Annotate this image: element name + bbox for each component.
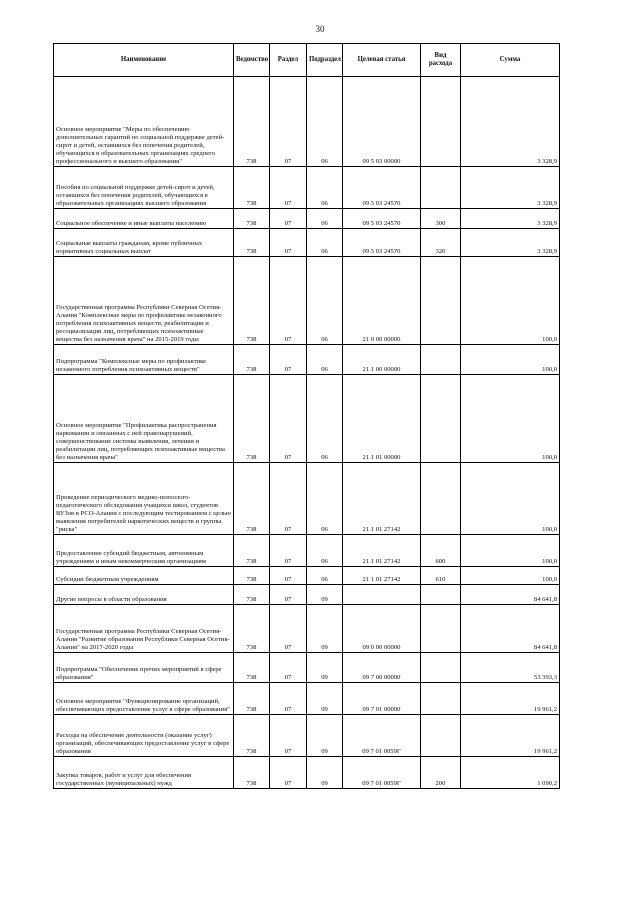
row-target: 21 1 00 00000: [343, 345, 421, 375]
row-target: 21 1 01 00000: [343, 375, 421, 463]
row-name: Социальные выплаты гражданам, кроме публичных нормативных социальных выплат: [54, 229, 234, 257]
row-podrazdel: 06: [307, 345, 343, 375]
row-name: Расходы на обеспечение деятельности (оказание услуг) организаций, обеспечивающих предоставление услуг в сфере образования: [54, 715, 234, 757]
row-podrazdel: 06: [307, 257, 343, 345]
row-vedomstvo: 738: [234, 585, 270, 605]
row-podrazdel: 06: [307, 463, 343, 535]
row-target: 21 1 01 27142: [343, 535, 421, 567]
row-vid: 320: [421, 229, 461, 257]
row-sum: 19 961,2: [461, 715, 560, 757]
table-row: [54, 345, 560, 375]
row-sum: 1 090,2: [461, 757, 560, 789]
header-razdel: Раздел: [270, 44, 307, 77]
row-vid: [421, 653, 461, 683]
row-sum: 100,0: [461, 567, 560, 585]
row-vid: [421, 715, 461, 757]
row-vid: 200: [421, 757, 461, 789]
row-vedomstvo: 738: [234, 653, 270, 683]
table-row: [54, 257, 560, 345]
row-name: Социальное обеспечение и иные выплаты населению: [54, 209, 234, 229]
row-vid: [421, 257, 461, 345]
row-name: Государственная программа Республики Северная Осетия-Алания "Развитие образования Республики Северная Осетия-Алания" на 2017-2020 годы: [54, 605, 234, 653]
row-vedomstvo: 738: [234, 257, 270, 345]
budget-table: [53, 43, 560, 789]
row-sum: 53 393,3: [461, 653, 560, 683]
table-row: [54, 77, 560, 167]
table-header-row: [54, 44, 560, 77]
row-razdel: 07: [270, 375, 307, 463]
row-name: Закупка товаров, работ и услуг для обеспечения государственных (муниципальных) нужд: [54, 757, 234, 789]
row-vedomstvo: 738: [234, 757, 270, 789]
table-row: [54, 683, 560, 715]
row-sum: 3 328,9: [461, 167, 560, 209]
row-vedomstvo: 738: [234, 345, 270, 375]
row-razdel: 07: [270, 167, 307, 209]
row-podrazdel: 09: [307, 653, 343, 683]
table-row: [54, 585, 560, 605]
row-target: 09 0 00 00000: [343, 605, 421, 653]
row-podrazdel: 06: [307, 209, 343, 229]
row-sum: 100,0: [461, 535, 560, 567]
row-podrazdel: 09: [307, 585, 343, 605]
row-target: 09 7 01 00000: [343, 683, 421, 715]
row-name: Основное мероприятие "Профилактика распространения наркомании и связанных с ней правонарушений, совершенствование системы выявления, лечения и реабилитации лиц, потребляющих психоактивные вещества без назначения врача": [54, 375, 234, 463]
row-vid: [421, 167, 461, 209]
table-row: [54, 567, 560, 585]
row-vedomstvo: 738: [234, 535, 270, 567]
row-podrazdel: 06: [307, 229, 343, 257]
row-podrazdel: 06: [307, 375, 343, 463]
page-number: 30: [315, 24, 325, 34]
header-name: Наименование: [54, 44, 234, 77]
row-podrazdel: 09: [307, 683, 343, 715]
table-row: [54, 167, 560, 209]
row-sum: 3 328,9: [461, 229, 560, 257]
row-sum: 3 328,9: [461, 209, 560, 229]
row-target: 09 5 03 24570: [343, 167, 421, 209]
row-sum: 100,0: [461, 463, 560, 535]
row-sum: 19 961,2: [461, 683, 560, 715]
table-row: [54, 715, 560, 757]
row-vid: [421, 77, 461, 167]
row-vedomstvo: 738: [234, 463, 270, 535]
table-row: [54, 209, 560, 229]
row-vid: [421, 463, 461, 535]
row-vedomstvo: 738: [234, 567, 270, 585]
row-vid: [421, 375, 461, 463]
row-razdel: 07: [270, 683, 307, 715]
row-vedomstvo: 738: [234, 229, 270, 257]
row-podrazdel: 06: [307, 167, 343, 209]
row-target: 21 1 01 27142: [343, 567, 421, 585]
table-row: [54, 535, 560, 567]
row-name: Другие вопросы в области образования: [54, 585, 234, 605]
row-vid: [421, 605, 461, 653]
header-sum: Сумма: [461, 44, 560, 77]
row-vedomstvo: 738: [234, 77, 270, 167]
header-vid: Вид расхода: [421, 44, 461, 77]
row-vedomstvo: 738: [234, 209, 270, 229]
row-name: Проведение периодического медико-психолого-педагогического обследования учащихся школ, студентов ВУЗов в РСО-Алания с последующим тестированием с целью выявления потребителей наркотических веществ и группы "риска": [54, 463, 234, 535]
row-vid: [421, 683, 461, 715]
row-razdel: 07: [270, 77, 307, 167]
row-target: 09 7 01 0059Г: [343, 715, 421, 757]
row-razdel: 07: [270, 585, 307, 605]
row-razdel: 07: [270, 567, 307, 585]
row-sum: 100,0: [461, 257, 560, 345]
row-name: Подпрограмма "Обеспечение прочих мероприятий в сфере образования": [54, 653, 234, 683]
row-podrazdel: 06: [307, 567, 343, 585]
row-target: [343, 585, 421, 605]
row-vid: 610: [421, 567, 461, 585]
row-razdel: 07: [270, 209, 307, 229]
row-vid: [421, 585, 461, 605]
header-target: Целевая статья: [343, 44, 421, 77]
row-podrazdel: 09: [307, 715, 343, 757]
row-razdel: 07: [270, 653, 307, 683]
row-razdel: 07: [270, 257, 307, 345]
row-sum: 100,0: [461, 375, 560, 463]
row-target: 09 7 00 00000: [343, 653, 421, 683]
table-row: [54, 229, 560, 257]
row-name: Основное мероприятие "Функционирование организаций, обеспечивающих предоставление услуг в сфере образования": [54, 683, 234, 715]
row-name: Пособия по социальной поддержке детей-сирот и детей, оставшихся без попечения родителей, обучающихся в образовательных организациях высшего образования: [54, 167, 234, 209]
row-podrazdel: 09: [307, 757, 343, 789]
header-vedomstvo: Ведомство: [234, 44, 270, 77]
row-name: Государственная программа Республики Северная Осетия-Алания "Комплексные меры по профилактике незаконного потребления психоактивных веществ, реабилитации и ресоциализации лиц, потребляющих психоактивные вещества без назначения врача" на 2015-2019 годы: [54, 257, 234, 345]
row-target: 09 5 03 24570: [343, 209, 421, 229]
row-target: 09 5 03 00000: [343, 77, 421, 167]
row-vid: 600: [421, 535, 461, 567]
row-vedomstvo: 738: [234, 167, 270, 209]
row-sum: 84 641,8: [461, 605, 560, 653]
row-razdel: 07: [270, 345, 307, 375]
row-vedomstvo: 738: [234, 683, 270, 715]
row-razdel: 07: [270, 715, 307, 757]
row-vedomstvo: 738: [234, 715, 270, 757]
row-podrazdel: 06: [307, 77, 343, 167]
row-name: Основное мероприятие "Меры по обеспечению дополнительных гарантий по социальной поддержке детей-сирот и детей, оставшихся без попечения родителей, обучающихся в образовательных организациях среднего профессионального и высшего образования": [54, 77, 234, 167]
row-razdel: 07: [270, 535, 307, 567]
row-podrazdel: 09: [307, 605, 343, 653]
table-row: [54, 653, 560, 683]
row-name: Субсидии бюджетным учреждениям: [54, 567, 234, 585]
row-podrazdel: 06: [307, 535, 343, 567]
row-vid: [421, 345, 461, 375]
row-sum: 3 328,9: [461, 77, 560, 167]
row-vid: 300: [421, 209, 461, 229]
row-target: 21 0 00 00000: [343, 257, 421, 345]
row-name: Подпрограмма "Комплексные меры по профилактике незаконного потребления психоактивных веществ": [54, 345, 234, 375]
header-podrazdel: Подраздел: [307, 44, 343, 77]
table-row: [54, 463, 560, 535]
row-name: Предоставление субсидий бюджетным, автономным учреждениям и иным некоммерческим организациям: [54, 535, 234, 567]
table-row: [54, 375, 560, 463]
row-sum: 84 641,8: [461, 585, 560, 605]
row-razdel: 07: [270, 605, 307, 653]
row-razdel: 07: [270, 757, 307, 789]
table-row: [54, 605, 560, 653]
row-razdel: 07: [270, 229, 307, 257]
row-razdel: 07: [270, 463, 307, 535]
row-target: 09 7 01 0059Г: [343, 757, 421, 789]
row-sum: 100,0: [461, 345, 560, 375]
row-target: 21 1 01 27142: [343, 463, 421, 535]
row-target: 09 5 03 24570: [343, 229, 421, 257]
table-row: [54, 757, 560, 789]
row-vedomstvo: 738: [234, 605, 270, 653]
row-vedomstvo: 738: [234, 375, 270, 463]
